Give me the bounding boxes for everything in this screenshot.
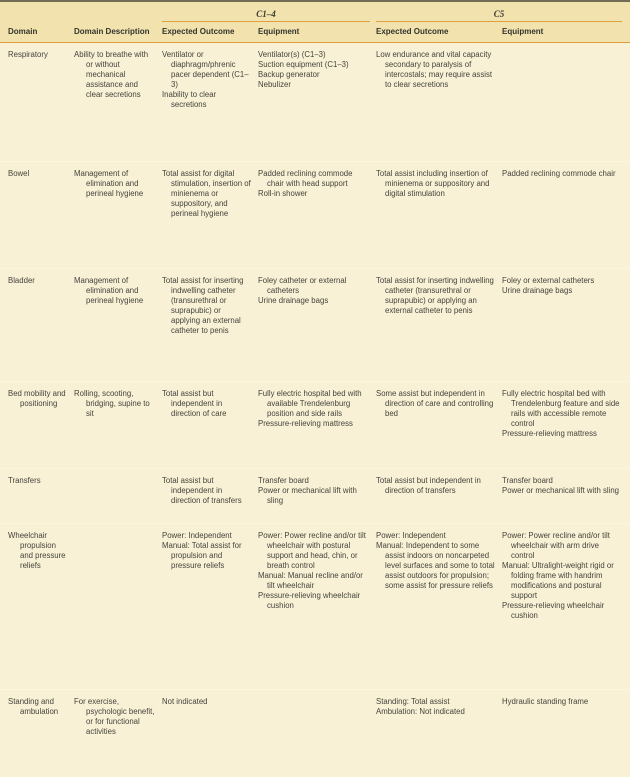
cell-text: Pressure-relieving wheelchair cushion xyxy=(258,591,361,610)
cell-domain xyxy=(8,476,68,519)
column-header-domain: Domain xyxy=(8,27,38,36)
cell-text: Pressure-relieving mattress xyxy=(502,429,597,438)
cell-c5-outcome xyxy=(376,389,496,464)
cell-text: Inability to clear secretions xyxy=(162,90,217,109)
table-row xyxy=(0,381,630,468)
cell-text: Urine drainage bags xyxy=(258,296,329,305)
cell-c5-outcome xyxy=(376,697,496,766)
cell-description xyxy=(74,476,156,519)
cell-text: Total assist including insertion of minienema or suppository and digital stimulation xyxy=(376,169,490,198)
cell-c14-outcome xyxy=(162,50,252,157)
cell-text: Respiratory xyxy=(8,50,48,59)
cell-text: Wheelchair propulsion and pressure reliefs xyxy=(8,531,66,570)
cell-c5-outcome xyxy=(376,50,496,157)
cell-domain xyxy=(8,531,68,685)
cell-text: Suction equipment (C1–3) xyxy=(258,60,349,69)
cell-text: Standing: Total assist xyxy=(376,697,450,706)
cell-c5-equipment xyxy=(502,276,622,377)
cell-text: Ventilator(s) (C1–3) xyxy=(258,50,326,59)
cell-c14-equipment xyxy=(258,169,370,264)
cell-c5-equipment xyxy=(502,697,622,766)
cell-text: Bladder xyxy=(8,276,35,285)
cell-text: Power or mechanical lift with sling xyxy=(258,486,357,505)
cell-text: Not indicated xyxy=(162,697,208,706)
cell-text: Foley catheter or external catheters xyxy=(258,276,347,295)
table-row xyxy=(0,268,630,381)
cell-text: Padded reclining commode chair with head support xyxy=(258,169,353,188)
cell-description xyxy=(74,276,156,377)
table-row xyxy=(0,468,630,523)
cell-c5-equipment xyxy=(502,389,622,464)
cell-text: Manual: Ultralight-weight rigid or folding frame with handrim modifications and postural support xyxy=(502,561,614,600)
cell-c14-outcome xyxy=(162,169,252,264)
cell-c5-outcome xyxy=(376,276,496,377)
cell-text: Power or mechanical lift with sling xyxy=(502,486,619,495)
cell-text: Foley or external catheters xyxy=(502,276,595,285)
cell-text: Fully electric hospital bed with Trendelenburg feature and side rails with accessible remote control xyxy=(502,389,620,428)
cell-description xyxy=(74,389,156,464)
cell-c5-equipment xyxy=(502,50,622,157)
cell-text: Bed mobility and positioning xyxy=(8,389,66,408)
group-header-c5: C5 xyxy=(376,9,622,22)
table-row xyxy=(0,523,630,689)
cell-text: Urine drainage bags xyxy=(502,286,573,295)
cell-c14-equipment xyxy=(258,276,370,377)
cell-text: Power: Power recline and/or tilt wheelchair with arm drive control xyxy=(502,531,610,560)
cell-c5-equipment xyxy=(502,531,622,685)
cell-domain xyxy=(8,276,68,377)
cell-c14-equipment xyxy=(258,476,370,519)
cell-text: Management of elimination and perineal hygiene xyxy=(74,169,144,198)
table-header xyxy=(0,2,630,43)
cell-text: Fully electric hospital bed with available Trendelenburg position and side rails xyxy=(258,389,362,418)
cell-text: Management of elimination and perineal hygiene xyxy=(74,276,144,305)
cell-c14-outcome xyxy=(162,531,252,685)
cell-text: Bowel xyxy=(8,169,30,178)
cell-text: Manual: Independent to some assist indoors on noncarpeted level surfaces and some to total assist outdoors for propulsion; some assist for pressure reliefs xyxy=(376,541,495,590)
cell-domain xyxy=(8,389,68,464)
cell-domain xyxy=(8,50,68,157)
cell-c14-outcome xyxy=(162,476,252,519)
cell-description xyxy=(74,531,156,685)
column-header-expected-outcome-c1-4: Expected Outcome xyxy=(162,27,235,36)
cell-c5-equipment xyxy=(502,169,622,264)
cell-c14-equipment xyxy=(258,389,370,464)
cell-text: Transfer board xyxy=(502,476,553,485)
cell-text: Transfer board xyxy=(258,476,309,485)
column-header-expected-outcome-c5: Expected Outcome xyxy=(376,27,449,36)
table-row xyxy=(0,43,630,161)
cell-text: Roll-in shower xyxy=(258,189,308,198)
cell-text: Ability to breathe with or without mechanical assistance and clear secretions xyxy=(74,50,149,99)
column-header-domain-description: Domain Description xyxy=(74,27,150,36)
cell-c14-equipment xyxy=(258,697,370,766)
cell-c5-outcome xyxy=(376,169,496,264)
cell-text: Backup generator xyxy=(258,70,320,79)
cell-description xyxy=(74,50,156,157)
cell-c14-outcome xyxy=(162,697,252,766)
cell-text: Standing and ambulation xyxy=(8,697,59,716)
cell-c5-outcome xyxy=(376,476,496,519)
table-row xyxy=(0,161,630,268)
cell-domain xyxy=(8,697,68,766)
cell-text: Total assist for inserting indwelling catheter (transurethral or suprapubic) or applying an external catheter to penis xyxy=(376,276,494,315)
cell-text: Total assist but independent in direction of transfers xyxy=(376,476,481,495)
cell-text: Pressure-relieving mattress xyxy=(258,419,353,428)
cell-text: Ambulation: Not indicated xyxy=(376,707,465,716)
cell-c14-equipment xyxy=(258,531,370,685)
cell-c14-outcome xyxy=(162,389,252,464)
cell-text: Transfers xyxy=(8,476,41,485)
column-header-equipment-c1-4: Equipment xyxy=(258,27,300,36)
group-header-c1-4: C1–4 xyxy=(162,9,370,22)
cell-text: Ventilator or diaphragm/phrenic pacer dependent (C1–3) xyxy=(162,50,249,89)
cell-c14-equipment xyxy=(258,50,370,157)
cell-description xyxy=(74,169,156,264)
cell-text: Total assist for digital stimulation, insertion of minienema or suppository, and perineal hygiene xyxy=(162,169,251,218)
cell-text: Low endurance and vital capacity secondary to paralysis of intercostals; may require assist to clear secretions xyxy=(376,50,493,89)
cell-text: For exercise, psychologic benefit, or for functional activities xyxy=(74,697,155,736)
cell-c14-outcome xyxy=(162,276,252,377)
cell-text: Power: Independent xyxy=(162,531,232,540)
cell-text: Total assist but independent in direction of care xyxy=(162,389,227,418)
cell-text: Some assist but independent in direction of care and controlling bed xyxy=(376,389,494,418)
cell-text: Total assist but independent in direction of transfers xyxy=(162,476,242,505)
column-header-row xyxy=(8,22,622,42)
cell-description xyxy=(74,697,156,766)
group-header-row xyxy=(8,5,622,22)
cell-c5-outcome xyxy=(376,531,496,685)
cell-text: Padded reclining commode chair xyxy=(502,169,616,178)
cell-text: Power: Independent xyxy=(376,531,446,540)
cell-text: Nebulizer xyxy=(258,80,291,89)
table-body xyxy=(0,43,630,770)
cell-c5-equipment xyxy=(502,476,622,519)
cell-domain xyxy=(8,169,68,264)
cell-text: Power: Power recline and/or tilt wheelchair with postural support and head, chin, or breath control xyxy=(258,531,366,570)
cell-text: Total assist for inserting indwelling catheter (transurethral or suprapubic) or applying an external catheter to penis xyxy=(162,276,244,335)
cell-text: Manual: Total assist for propulsion and pressure reliefs xyxy=(162,541,242,570)
table-row xyxy=(0,689,630,770)
cell-text: Rolling, scooting, bridging, supine to sit xyxy=(74,389,150,418)
column-header-equipment-c5: Equipment xyxy=(502,27,544,36)
cell-text: Pressure-relieving wheelchair cushion xyxy=(502,601,605,620)
cell-text: Hydraulic standing frame xyxy=(502,697,589,706)
cell-text: Manual: Manual recline and/or tilt wheelchair xyxy=(258,571,363,590)
